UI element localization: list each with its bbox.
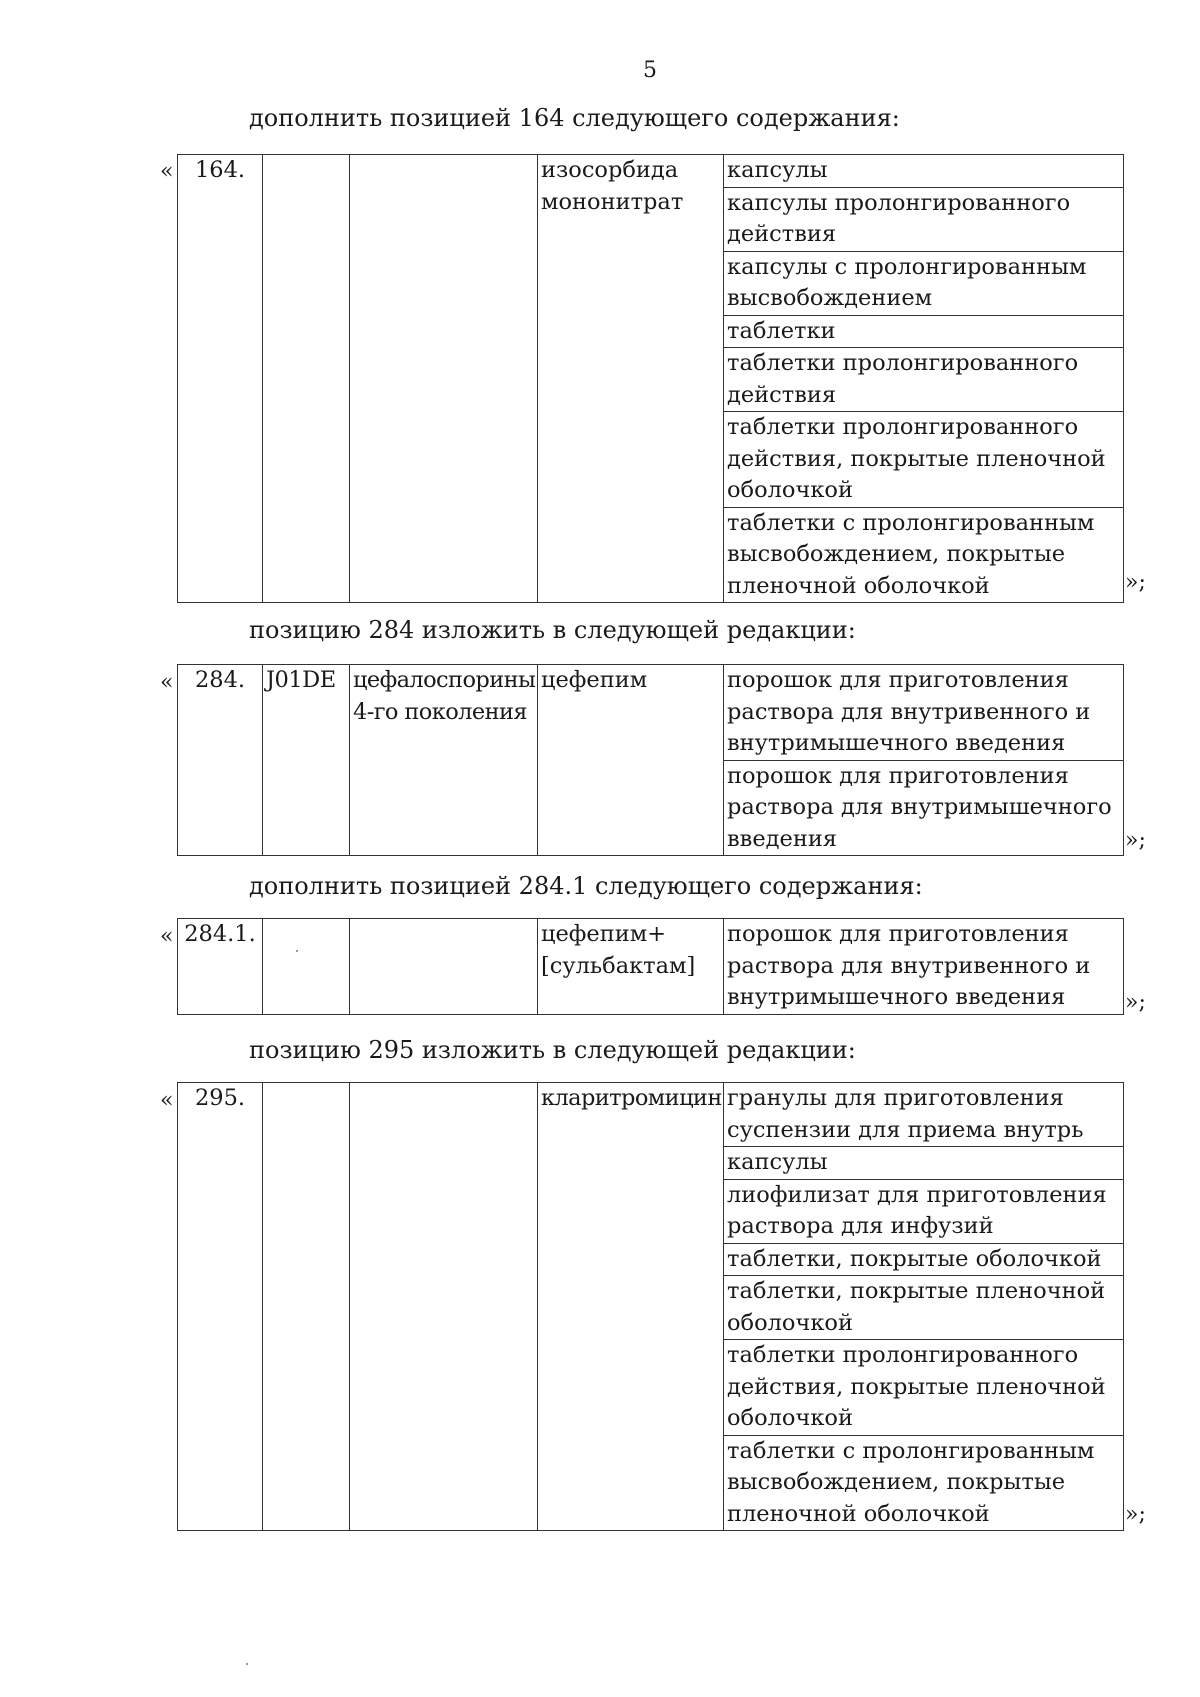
pharmacological-group-cell — [350, 1083, 538, 1531]
instruction-164: дополнить позицией 164 следующего содержания: — [249, 104, 900, 132]
open-quote-284: « — [160, 670, 174, 695]
dosage-form: таблетки с пролонгированным высвобождением, покрытые пленочной оболочкой — [724, 1435, 1124, 1531]
close-quote-284-1: »; — [1125, 990, 1146, 1015]
position-number: 295. — [178, 1083, 263, 1531]
table-row — [178, 1083, 1124, 1147]
dosage-form: таблетки пролонгированного действия, покрытые пленочной оболочкой — [724, 1340, 1124, 1436]
table-row — [178, 919, 1124, 1015]
close-quote-284: »; — [1125, 828, 1146, 853]
instruction-284: позицию 284 изложить в следующей редакции: — [249, 616, 856, 644]
position-284-1-table — [177, 918, 1124, 1015]
pharmacological-group-cell — [350, 919, 538, 1015]
scan-speck — [296, 950, 298, 952]
dosage-form: капсулы с пролонгированным высвобождением — [724, 251, 1124, 315]
open-quote-284-1: « — [160, 924, 174, 949]
table-row — [178, 665, 1124, 761]
close-quote-164: »; — [1125, 570, 1146, 595]
position-number: 164. — [178, 155, 263, 603]
inn-cell: кларитромицин — [538, 1083, 724, 1531]
inn-cell: цефепим — [538, 665, 724, 856]
position-number: 284. — [178, 665, 263, 856]
pharmacological-group-cell — [350, 155, 538, 603]
dosage-form: капсулы — [724, 155, 1124, 188]
position-164-table — [177, 154, 1124, 603]
inn-cell: цефепим+ [сульбактам] — [538, 919, 724, 1015]
atc-code-cell — [263, 1083, 350, 1531]
open-quote-295: « — [160, 1088, 174, 1113]
position-295-table — [177, 1082, 1124, 1531]
dosage-form: порошок для приготовления раствора для внутримышечного введения — [724, 760, 1124, 856]
dosage-form: таблетки с пролонгированным высвобождением, покрытые пленочной оболочкой — [724, 507, 1124, 603]
instruction-295: позицию 295 изложить в следующей редакции: — [249, 1036, 856, 1064]
position-number: 284.1. — [178, 919, 263, 1015]
inn-cell: изосорбида мононитрат — [538, 155, 724, 603]
close-quote-295: »; — [1125, 1502, 1146, 1527]
atc-code-cell — [263, 155, 350, 603]
dosage-form: порошок для приготовления раствора для внутривенного и внутримышечного введения — [724, 665, 1124, 761]
pharmacological-group-cell: цефалоспорины 4-го поколения — [350, 665, 538, 856]
position-284-table — [177, 664, 1124, 856]
scan-speck — [246, 1663, 248, 1665]
dosage-form: таблетки пролонгированного действия, покрытые пленочной оболочкой — [724, 412, 1124, 508]
dosage-form: таблетки пролонгированного действия — [724, 348, 1124, 412]
dosage-form: капсулы пролонгированного действия — [724, 187, 1124, 251]
page-number: 5 — [643, 58, 657, 83]
dosage-form: таблетки, покрытые пленочной оболочкой — [724, 1276, 1124, 1340]
atc-code-cell: J01DE — [263, 665, 350, 856]
open-quote-164: « — [160, 159, 174, 184]
dosage-form: гранулы для приготовления суспензии для приема внутрь — [724, 1083, 1124, 1147]
table-row — [178, 155, 1124, 188]
dosage-form: капсулы — [724, 1147, 1124, 1180]
dosage-form: таблетки, покрытые оболочкой — [724, 1243, 1124, 1276]
atc-code-cell — [263, 919, 350, 1015]
dosage-form: порошок для приготовления раствора для внутривенного и внутримышечного введения — [724, 919, 1124, 1015]
instruction-284-1: дополнить позицией 284.1 следующего содержания: — [249, 872, 923, 900]
dosage-form: таблетки — [724, 315, 1124, 348]
dosage-form: лиофилизат для приготовления раствора для инфузий — [724, 1179, 1124, 1243]
